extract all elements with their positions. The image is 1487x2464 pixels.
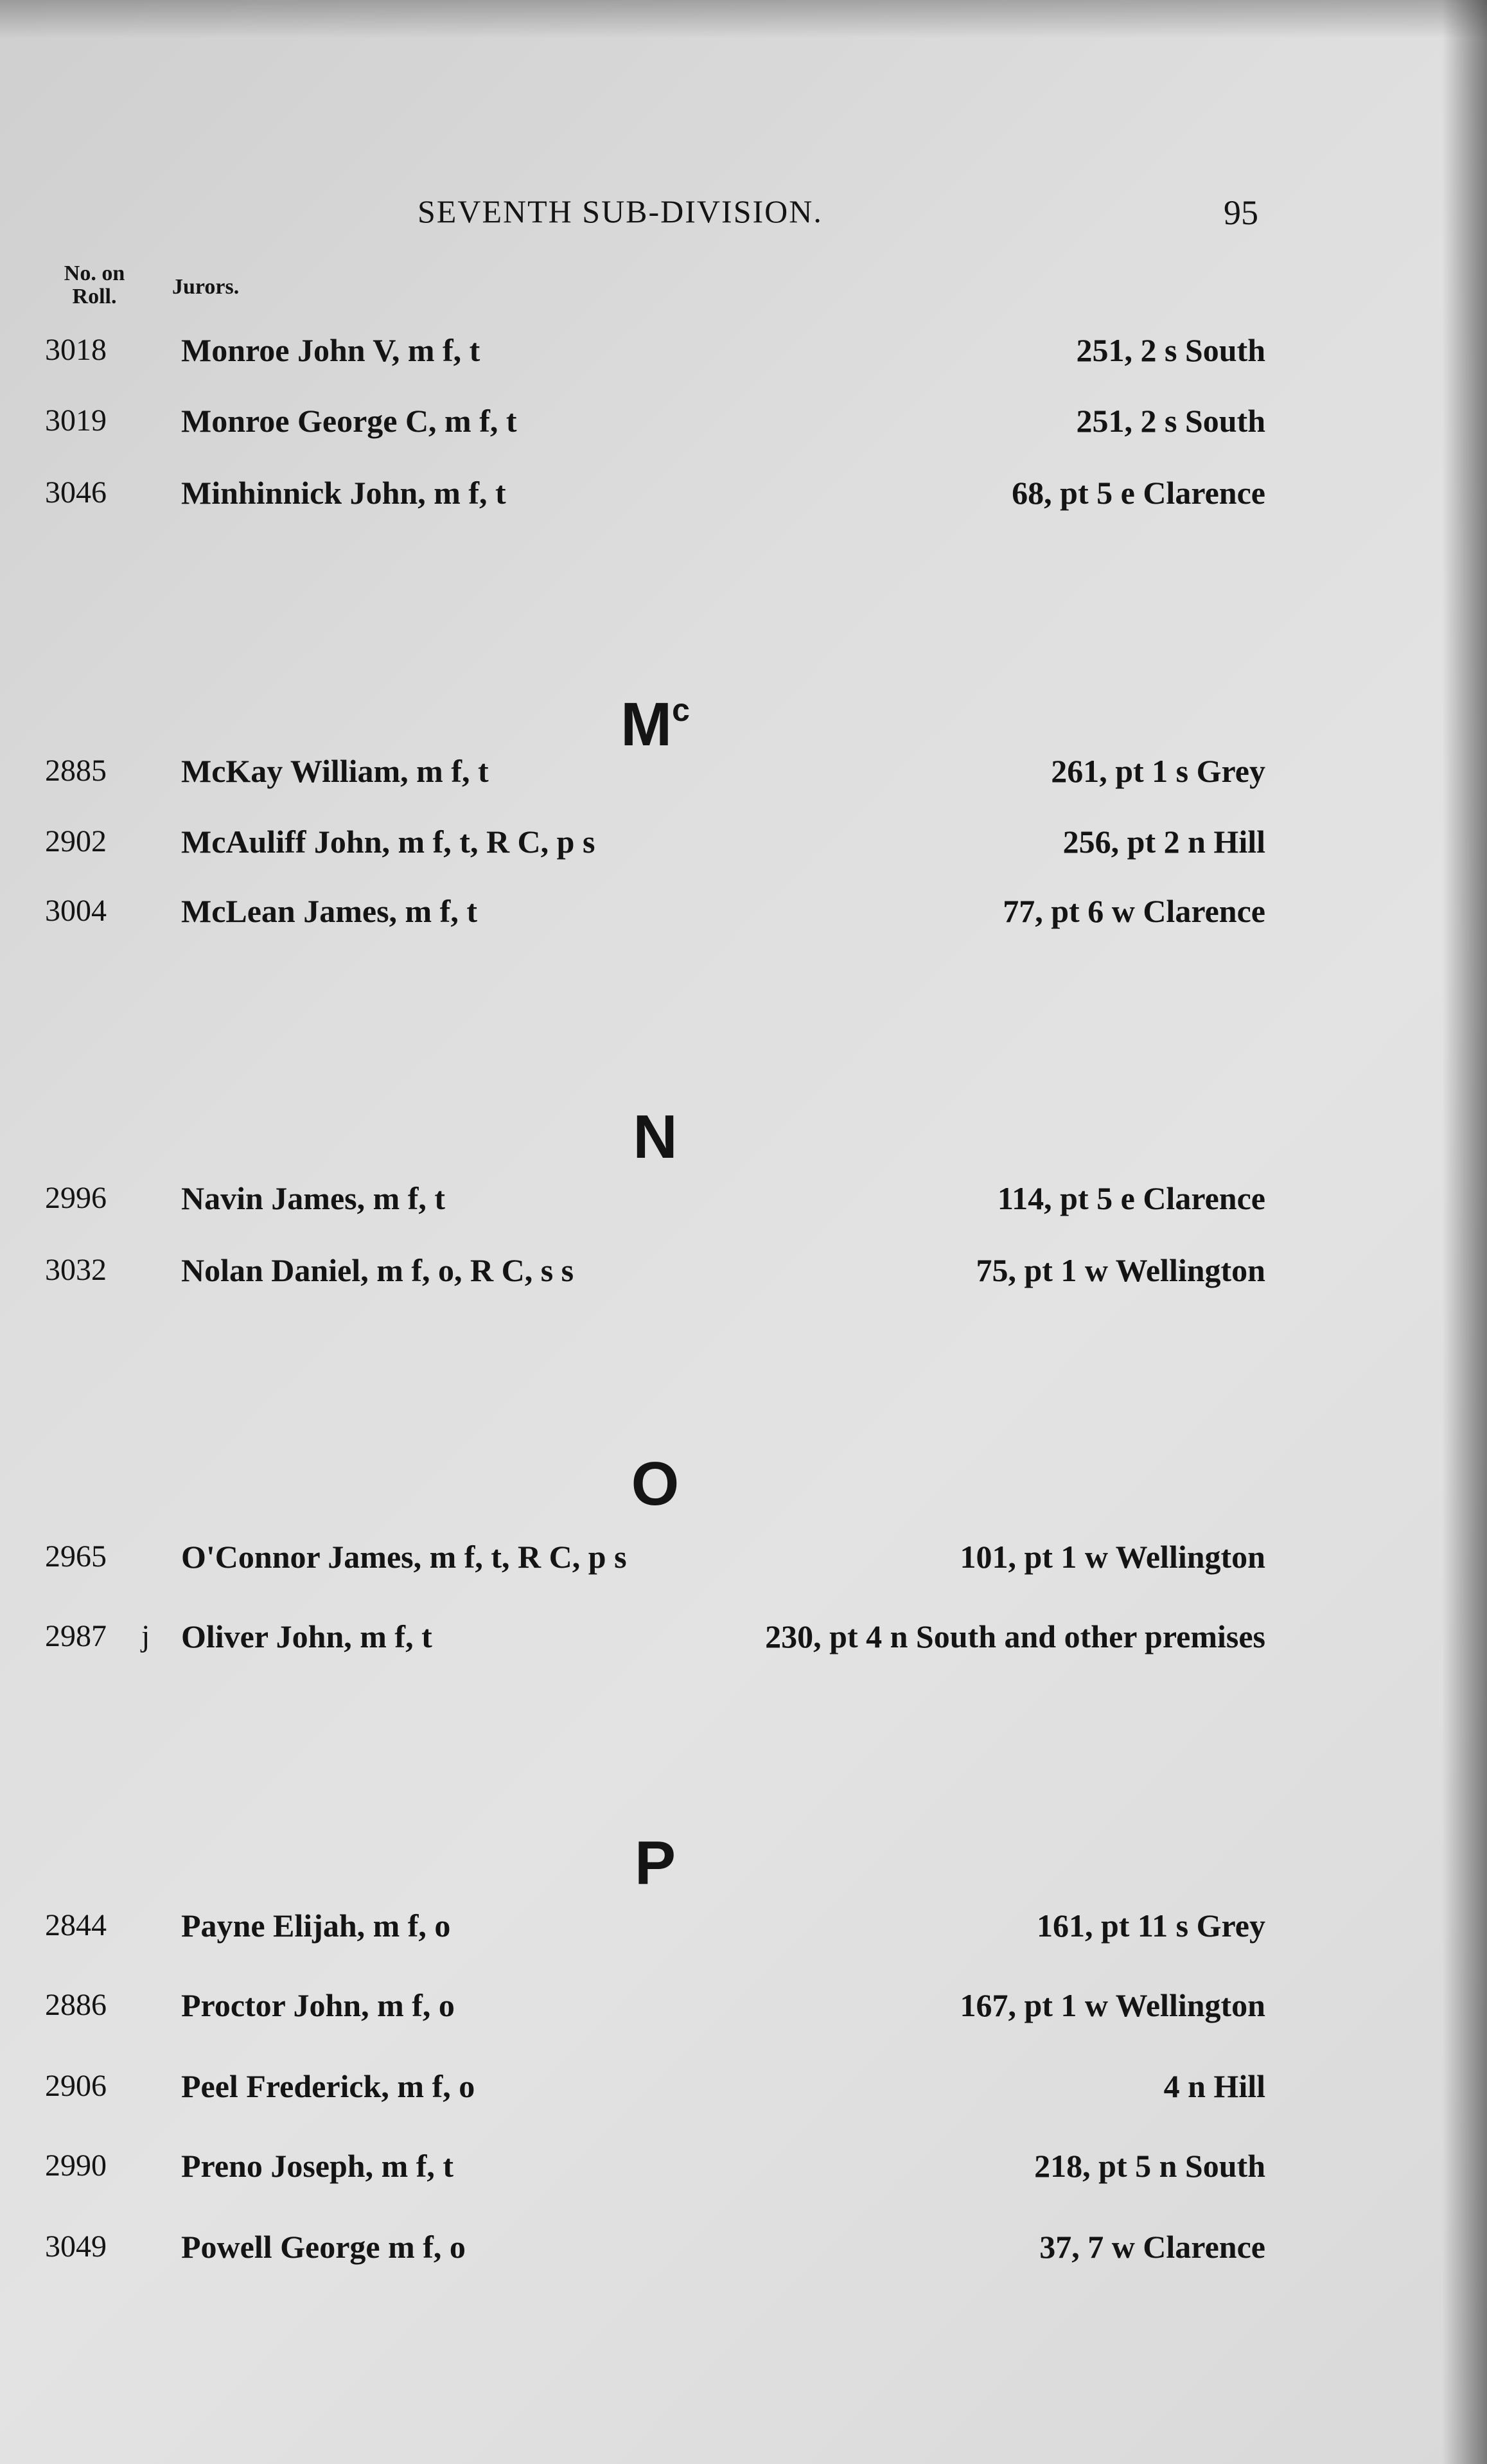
roll-number: 2965	[45, 1539, 107, 1573]
roll-number: 3046	[45, 475, 107, 510]
roll-number: 3004	[45, 894, 107, 928]
property-reference: 37, 7 w Clarence	[1039, 2229, 1265, 2265]
juror-entry	[45, 2143, 1265, 2188]
juror-entry	[45, 1983, 1265, 2028]
property-reference: 218, pt 5 n South	[1034, 2148, 1265, 2184]
roll-number: 3032	[45, 1253, 107, 1287]
section-letter-mc: $M^c$	[620, 690, 690, 759]
juror-name-text: Oliver John, m f, t	[181, 1618, 432, 1654]
section-letter-p: P	[634, 1829, 676, 1897]
section-letter-o: O	[631, 1449, 680, 1518]
juror-name-text: McAuliff John, m f, t, R C, p s	[181, 824, 595, 860]
roll-number: 2886	[45, 1988, 107, 2022]
juror-entry	[45, 1534, 1265, 1579]
juror-entry	[45, 2224, 1265, 2269]
property-reference: 101, pt 1 w Wellington	[960, 1539, 1265, 1575]
property-reference: 77, pt 6 w Clarence	[1003, 893, 1265, 929]
property-reference: 68, pt 5 e Clarence	[1012, 475, 1265, 511]
roll-number: 2987	[45, 1619, 107, 1653]
juror-entry	[45, 1248, 1265, 1293]
juror-entry	[45, 749, 1265, 793]
roll-number: 3018	[45, 333, 107, 367]
roll-number: 2902	[45, 824, 107, 858]
column-header-jurors: Jurors.	[172, 275, 240, 299]
property-reference: 256, pt 2 n Hill	[1062, 824, 1265, 860]
juror-name-text: Payne Elijah, m f, o	[181, 1908, 451, 1944]
juror-name-text: Nolan Daniel, m f, o, R C, s s	[181, 1252, 574, 1288]
entry-flag: j	[141, 1619, 150, 1653]
scan-shadow-top	[0, 0, 1487, 39]
roll-number: 2885	[45, 754, 107, 788]
roll-number: 3019	[45, 403, 107, 438]
juror-name-text: Peel Frederick, m f, o	[181, 2068, 475, 2104]
property-reference: 167, pt 1 w Wellington	[960, 1987, 1265, 2023]
roll-number: 3049	[45, 2229, 107, 2264]
juror-entry	[45, 1176, 1265, 1221]
roll-number: 2990	[45, 2149, 107, 2183]
juror-entry	[45, 2064, 1265, 2109]
juror-entry	[45, 470, 1265, 515]
property-reference: 75, pt 1 w Wellington	[976, 1252, 1265, 1288]
juror-name-text: Proctor John, m f, o	[181, 1987, 455, 2023]
juror-name-text: Powell George m f, o	[181, 2229, 466, 2265]
juror-entry	[45, 398, 1265, 443]
column-header-no	[46, 262, 143, 308]
roll-number: 2906	[45, 2069, 107, 2103]
juror-name-text: McLean James, m f, t	[181, 893, 477, 929]
juror-name-text: Minhinnick John, m f, t	[181, 475, 506, 511]
roll-number: 2844	[45, 1908, 107, 1942]
section-letter-n: N	[633, 1103, 678, 1171]
property-reference: 4 n Hill	[1163, 2068, 1265, 2104]
juror-name-text: Preno Joseph, m f, t	[181, 2148, 454, 2184]
column-header-no-line1: No. on	[64, 261, 125, 285]
scan-shadow-right	[1442, 0, 1487, 2464]
property-reference: 230, pt 4 n South and other premises	[765, 1618, 1265, 1654]
juror-name-text: O'Connor James, m f, t, R C, p s	[181, 1539, 627, 1575]
juror-name	[181, 2064, 1267, 2109]
juror-name-text: McKay William, m f, t	[181, 753, 489, 789]
column-header-no-line2: Roll.	[72, 285, 117, 308]
property-reference: 251, 2 s South	[1076, 332, 1265, 368]
property-reference: 251, 2 s South	[1076, 403, 1265, 439]
juror-entry	[45, 1614, 1265, 1659]
juror-entry	[45, 819, 1265, 864]
juror-entry	[45, 889, 1265, 934]
page-number: 95	[1224, 193, 1258, 232]
property-reference: 114, pt 5 e Clarence	[997, 1180, 1265, 1216]
juror-name-text: Navin James, m f, t	[181, 1180, 446, 1216]
juror-entry	[45, 1903, 1265, 1948]
juror-name-text: Monroe George C, m f, t	[181, 403, 517, 439]
property-reference: 161, pt 11 s Grey	[1036, 1908, 1265, 1944]
roll-number: 2996	[45, 1181, 107, 1215]
property-reference: 261, pt 1 s Grey	[1051, 753, 1265, 789]
juror-name-text: Monroe John V, m f, t	[181, 332, 480, 368]
juror-entry	[45, 328, 1265, 373]
page-title: SEVENTH SUB-DIVISION.	[418, 193, 823, 229]
